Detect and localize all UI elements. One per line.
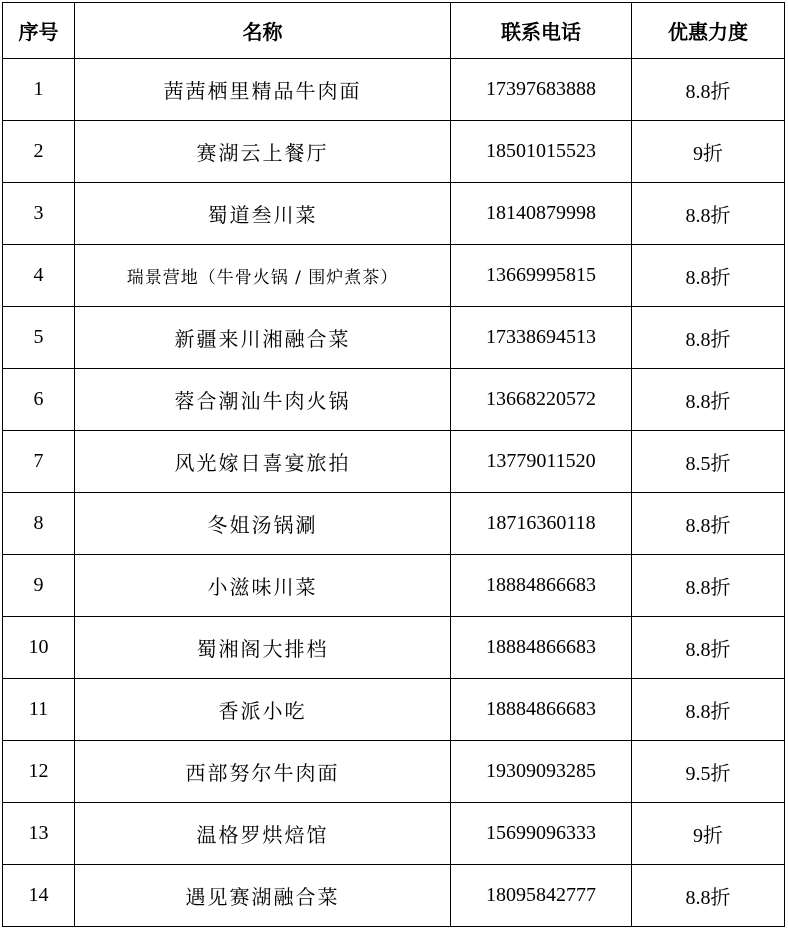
phone-number-cell: 15699096333 [451,803,632,865]
phone-number-cell: 17397683888 [451,59,632,121]
table-row [3,369,785,431]
discount-cell: 8.8折 [632,369,785,431]
row-number-cell: 14 [3,865,75,927]
table-row [3,555,785,617]
discount-cell: 8.8折 [632,679,785,741]
discount-cell: 9折 [632,121,785,183]
merchant-name-cell: 茜茜栖里精品牛肉面 [75,59,451,121]
table-row [3,865,785,927]
phone-number-cell: 13779011520 [451,431,632,493]
row-number-cell: 8 [3,493,75,555]
table-row [3,617,785,679]
header-row [3,3,785,59]
discount-cell: 8.8折 [632,245,785,307]
merchant-name-cell: 赛湖云上餐厅 [75,121,451,183]
phone-number-cell: 18501015523 [451,121,632,183]
row-number-cell: 2 [3,121,75,183]
table-body [3,59,785,927]
phone-number-cell: 18716360118 [451,493,632,555]
table-row [3,431,785,493]
phone-number-cell: 17338694513 [451,307,632,369]
header-discount: 优惠力度 [632,3,785,59]
merchant-name-cell: 冬姐汤锅涮 [75,493,451,555]
row-number-cell: 9 [3,555,75,617]
phone-number-cell: 18884866683 [451,555,632,617]
row-number-cell: 5 [3,307,75,369]
row-number-cell: 6 [3,369,75,431]
row-number-cell: 3 [3,183,75,245]
row-number-cell: 13 [3,803,75,865]
merchant-name-cell: 遇见赛湖融合菜 [75,865,451,927]
discount-cell: 8.8折 [632,865,785,927]
table-row [3,59,785,121]
merchant-name-cell: 蓉合潮汕牛肉火锅 [75,369,451,431]
discount-cell: 8.8折 [632,617,785,679]
phone-number-cell: 13669995815 [451,245,632,307]
merchant-name-cell: 香派小吃 [75,679,451,741]
merchant-name-cell: 小滋味川菜 [75,555,451,617]
phone-number-cell: 13668220572 [451,369,632,431]
row-number-cell: 4 [3,245,75,307]
phone-number-cell: 18884866683 [451,679,632,741]
discount-cell: 9.5折 [632,741,785,803]
phone-number-cell: 19309093285 [451,741,632,803]
merchant-name-cell: 蜀湘阁大排档 [75,617,451,679]
table-row [3,245,785,307]
header-name: 名称 [75,3,451,59]
merchant-name-cell: 蜀道叁川菜 [75,183,451,245]
row-number-cell: 11 [3,679,75,741]
table-row [3,493,785,555]
table-row [3,307,785,369]
discount-cell: 8.8折 [632,307,785,369]
phone-number-cell: 18884866683 [451,617,632,679]
row-number-cell: 10 [3,617,75,679]
phone-number-cell: 18140879998 [451,183,632,245]
merchant-name-cell: 新疆来川湘融合菜 [75,307,451,369]
table-row [3,121,785,183]
merchant-name-cell: 风光嫁日喜宴旅拍 [75,431,451,493]
discount-cell: 9折 [632,803,785,865]
table-row [3,803,785,865]
discount-cell: 8.5折 [632,431,785,493]
phone-number-cell: 18095842777 [451,865,632,927]
row-number-cell: 7 [3,431,75,493]
row-number-cell: 12 [3,741,75,803]
merchant-name-cell: 西部努尔牛肉面 [75,741,451,803]
table-header [3,3,785,59]
discount-cell: 8.8折 [632,493,785,555]
discount-cell: 8.8折 [632,555,785,617]
discount-cell: 8.8折 [632,59,785,121]
header-phone: 联系电话 [451,3,632,59]
table-row [3,741,785,803]
header-no: 序号 [3,3,75,59]
table-row [3,679,785,741]
discount-cell: 8.8折 [632,183,785,245]
table-row [3,183,785,245]
row-number-cell: 1 [3,59,75,121]
merchant-name-cell: 温格罗烘焙馆 [75,803,451,865]
merchant-discount-table [2,2,785,927]
merchant-name-cell: 瑞景营地（牛骨火锅 / 围炉煮茶） [75,245,451,307]
